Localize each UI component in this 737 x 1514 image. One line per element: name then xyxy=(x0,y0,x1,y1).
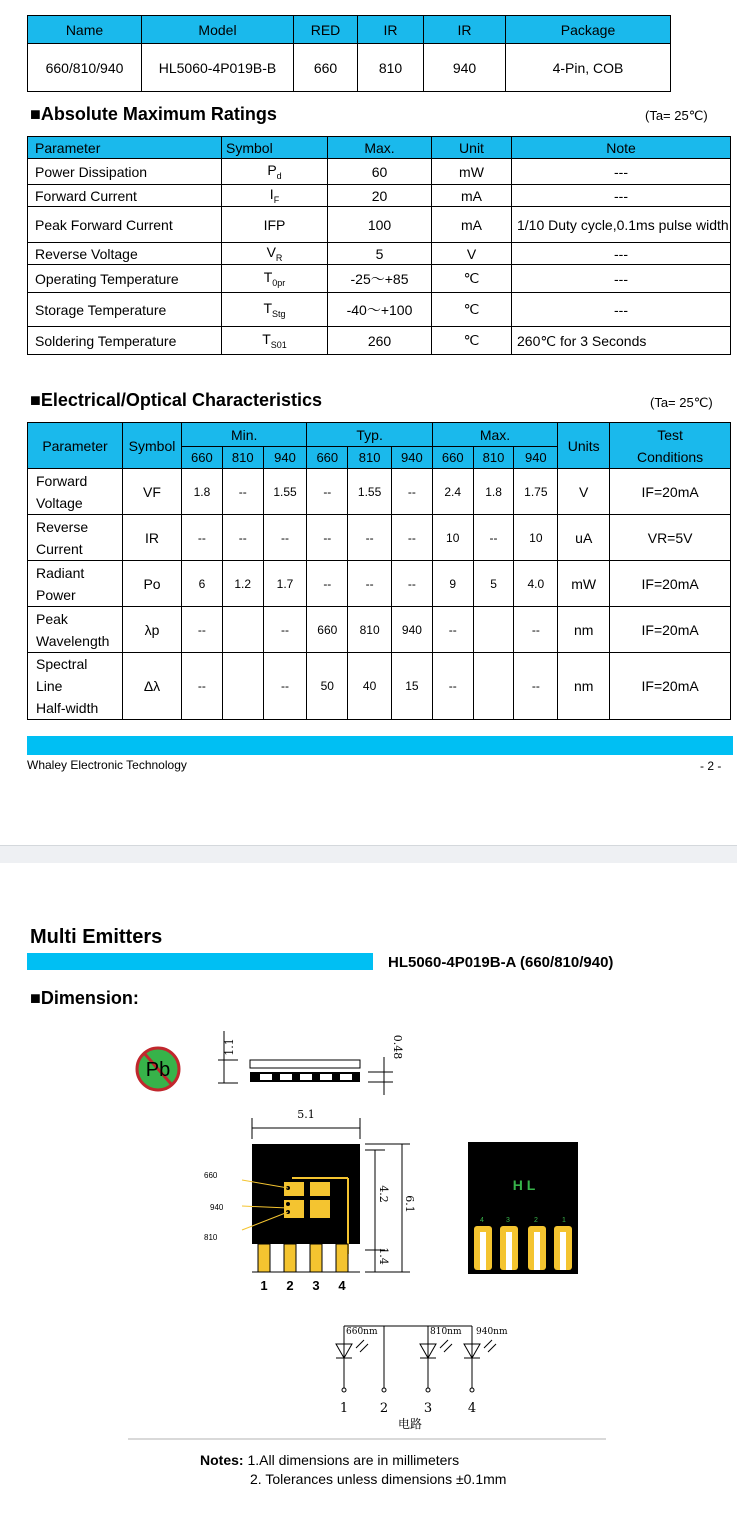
header-unit: Unit xyxy=(432,137,512,159)
parameter-line-1: Reverse xyxy=(36,518,89,535)
value: -- xyxy=(222,469,263,515)
value: -- xyxy=(432,607,473,653)
cell: 660/810/940 xyxy=(28,44,142,92)
parameter-line-2: Voltage xyxy=(36,494,83,511)
symbol-cell xyxy=(222,293,328,327)
value: 10 xyxy=(514,515,558,561)
symbol-subscript: 0pr xyxy=(272,277,286,288)
el-row xyxy=(28,653,731,720)
back-pin-1: 1 xyxy=(562,1217,566,1224)
page-separator xyxy=(0,845,737,863)
value: -- xyxy=(263,607,307,653)
value: -- xyxy=(182,515,223,561)
circuit-diagram xyxy=(320,1316,540,1434)
note: --- xyxy=(512,293,731,327)
parameter-line-2: Power xyxy=(36,586,76,603)
test-condition: IF=20mA xyxy=(610,469,731,515)
cell: 810 xyxy=(358,44,424,92)
parameter: Reverse Voltage xyxy=(28,243,222,265)
circuit-pin-4: 4 xyxy=(467,1401,477,1416)
label-660: 660 xyxy=(204,1171,218,1180)
value: -- xyxy=(514,653,558,720)
top-view-drawing xyxy=(200,1104,416,1296)
symbol: Δλ xyxy=(123,653,182,720)
header-parameter: Parameter xyxy=(28,137,222,159)
units: V xyxy=(558,469,610,515)
value: 940 xyxy=(392,607,433,653)
max: -40～+100 xyxy=(328,293,432,327)
header-test-conditions xyxy=(610,423,731,469)
parameter: Peak Forward Current xyxy=(28,207,222,243)
c-label-810: 810nm xyxy=(430,1327,462,1337)
value xyxy=(473,653,514,720)
hl-mark: H L xyxy=(512,1177,536,1193)
units: nm xyxy=(558,653,610,720)
value xyxy=(222,607,263,653)
symbol-cell xyxy=(222,265,328,293)
parameter: Power Dissipation xyxy=(28,159,222,185)
value: -- xyxy=(263,653,307,720)
unit: mA xyxy=(432,207,512,243)
cell: 4-Pin, COB xyxy=(506,44,671,92)
header-ir: IR xyxy=(424,16,506,44)
unit: ℃ xyxy=(432,293,512,327)
abs-row xyxy=(28,293,731,327)
parameter xyxy=(28,607,123,653)
multi-emitters-title: Multi Emitters xyxy=(30,926,163,948)
back-pin-3: 3 xyxy=(506,1217,510,1224)
value: -- xyxy=(222,515,263,561)
max: -25～+85 xyxy=(328,265,432,293)
dimension-title: ■Dimension: xyxy=(30,988,139,1008)
title-bar xyxy=(27,953,373,970)
parameter: Operating Temperature xyxy=(28,265,222,293)
dim-5-1: 5.1 xyxy=(297,1108,315,1121)
header-test-line2: Conditions xyxy=(637,448,704,465)
notes xyxy=(200,1449,459,1471)
back-pin-4: 4 xyxy=(480,1217,484,1224)
value: 810 xyxy=(348,607,392,653)
value: -- xyxy=(182,607,223,653)
model-name: HL5060-4P019B-A (660/810/940) xyxy=(388,954,614,971)
value: 9 xyxy=(432,561,473,607)
parameter-line-2: Current xyxy=(36,540,83,557)
parameter-line-1: Radiant xyxy=(36,564,85,581)
note: --- xyxy=(512,185,731,207)
header-wavelength: 940 xyxy=(392,447,433,469)
electrical-table xyxy=(27,422,731,720)
value xyxy=(473,607,514,653)
value: 1.55 xyxy=(263,469,307,515)
footer-page-number: - 2 - xyxy=(700,759,722,773)
note: 260℃ for 3 Seconds xyxy=(512,327,731,355)
header-wavelength: 660 xyxy=(432,447,473,469)
note: 1/10 Duty cycle,0.1ms pulse width xyxy=(512,207,731,243)
max: 100 xyxy=(328,207,432,243)
dim-1-4: 1.4 xyxy=(377,1247,390,1265)
pb-free-icon xyxy=(134,1045,184,1093)
header-wavelength: 810 xyxy=(473,447,514,469)
header-symbol: Symbol xyxy=(123,423,182,469)
symbol-subscript: Stg xyxy=(272,308,286,319)
symbol-cell xyxy=(222,159,328,185)
value: 6 xyxy=(182,561,223,607)
test-condition: IF=20mA xyxy=(610,561,731,607)
dim-0-48: 0.48 xyxy=(391,1034,404,1060)
el-title: ■Electrical/Optical Characteristics xyxy=(30,390,323,410)
header-red: RED xyxy=(294,16,358,44)
header-test-line1: Test xyxy=(657,426,683,443)
parameter: Soldering Temperature xyxy=(28,327,222,355)
footer-company: Whaley Electronic Technology xyxy=(27,758,187,772)
abs-row xyxy=(28,159,731,185)
symbol-cell xyxy=(222,327,328,355)
side-view-drawing xyxy=(218,1025,408,1097)
circuit-label: 电路 xyxy=(397,1417,423,1431)
cell: 940 xyxy=(424,44,506,92)
footer-bar xyxy=(27,736,733,755)
value: 10 xyxy=(432,515,473,561)
value: -- xyxy=(514,607,558,653)
parameter: Storage Temperature xyxy=(28,293,222,327)
header-units: Units xyxy=(558,423,610,469)
header-wavelength: 810 xyxy=(348,447,392,469)
value: 1.7 xyxy=(263,561,307,607)
value: -- xyxy=(473,515,514,561)
pin-4: 4 xyxy=(338,1278,346,1293)
header-wavelength: 810 xyxy=(222,447,263,469)
value: -- xyxy=(432,653,473,720)
dim-6-1: 6.1 xyxy=(403,1195,416,1213)
abs-row xyxy=(28,265,731,293)
max: 20 xyxy=(328,185,432,207)
value: -- xyxy=(307,515,348,561)
unit: mW xyxy=(432,159,512,185)
max: 5 xyxy=(328,243,432,265)
header-package: Package xyxy=(506,16,671,44)
parameter-line-1: Spectral xyxy=(36,656,88,672)
symbol-subscript: d xyxy=(276,170,282,181)
symbol-subscript: F xyxy=(273,194,280,205)
el-row xyxy=(28,515,731,561)
value xyxy=(222,653,263,720)
symbol: I xyxy=(269,186,274,203)
max: 260 xyxy=(328,327,432,355)
symbol: T xyxy=(263,269,273,286)
test-condition: VR=5V xyxy=(610,515,731,561)
el-ta: (Ta= 25℃) xyxy=(650,395,713,410)
abs-row xyxy=(28,327,731,355)
pin-3: 3 xyxy=(312,1278,320,1293)
header-ir: IR xyxy=(358,16,424,44)
parameter-line-2: Wavelength xyxy=(36,632,110,649)
symbol: V xyxy=(266,244,276,261)
el-row xyxy=(28,607,731,653)
symbol: λp xyxy=(123,607,182,653)
unit: ℃ xyxy=(432,327,512,355)
units: uA xyxy=(558,515,610,561)
abs-ta: (Ta= 25℃) xyxy=(645,108,708,123)
value: 1.75 xyxy=(514,469,558,515)
symbol: IFP xyxy=(263,216,286,233)
test-condition: IF=20mA xyxy=(610,607,731,653)
header-wavelength: 660 xyxy=(307,447,348,469)
header-symbol: Symbol xyxy=(222,137,328,159)
unit: mA xyxy=(432,185,512,207)
symbol: T xyxy=(263,300,273,317)
abs-row xyxy=(28,207,731,243)
value: -- xyxy=(392,561,433,607)
value: -- xyxy=(307,469,348,515)
unit: ℃ xyxy=(432,265,512,293)
circuit-pin-1: 1 xyxy=(339,1401,349,1416)
parameter: Forward Current xyxy=(28,185,222,207)
pb-label: Pb xyxy=(145,1059,171,1081)
header-wavelength: 940 xyxy=(263,447,307,469)
el-row xyxy=(28,561,731,607)
header-max: Max. xyxy=(432,423,557,447)
symbol-cell xyxy=(222,243,328,265)
symbol-subscript: R xyxy=(275,252,283,263)
parameter xyxy=(28,561,123,607)
value: -- xyxy=(392,515,433,561)
circuit-pin-2: 2 xyxy=(379,1401,389,1416)
symbol-cell xyxy=(222,185,328,207)
parameter xyxy=(28,515,123,561)
value: -- xyxy=(182,653,223,720)
units: nm xyxy=(558,607,610,653)
header-model: Model xyxy=(142,16,294,44)
symbol-cell xyxy=(222,207,328,243)
note: --- xyxy=(512,243,731,265)
abs-max-table xyxy=(27,136,731,355)
header-wavelength: 660 xyxy=(182,447,223,469)
abs-row xyxy=(28,243,731,265)
value: 4.0 xyxy=(514,561,558,607)
header-min: Min. xyxy=(182,423,307,447)
notes-divider xyxy=(128,1438,606,1440)
dim-4-2: 4.2 xyxy=(377,1185,390,1203)
label-810: 810 xyxy=(204,1233,218,1242)
symbol: P xyxy=(267,162,277,179)
value: 5 xyxy=(473,561,514,607)
circuit-pin-3: 3 xyxy=(423,1401,433,1416)
pin-1: 1 xyxy=(260,1278,268,1293)
c-label-940: 940nm xyxy=(476,1327,508,1337)
parameter-line-1: Peak xyxy=(36,610,68,627)
unit: V xyxy=(432,243,512,265)
symbol: T xyxy=(262,331,271,348)
test-condition: IF=20mA xyxy=(610,653,731,720)
parameter xyxy=(28,469,123,515)
symbol: Po xyxy=(123,561,182,607)
symbol-subscript: S01 xyxy=(270,339,287,350)
header-name: Name xyxy=(28,16,142,44)
el-row xyxy=(28,469,731,515)
model-table xyxy=(27,15,671,92)
c-label-660: 660nm xyxy=(346,1327,378,1337)
back-pin-2: 2 xyxy=(534,1217,538,1224)
header-wavelength: 940 xyxy=(514,447,558,469)
parameter-line-1: Forward xyxy=(36,472,88,489)
symbol: IR xyxy=(123,515,182,561)
parameter-line-2: Line xyxy=(36,678,63,694)
value: 1.2 xyxy=(222,561,263,607)
value: -- xyxy=(307,561,348,607)
label-940: 940 xyxy=(210,1203,224,1212)
back-view-drawing xyxy=(466,1140,582,1280)
value: 50 xyxy=(307,653,348,720)
value: 1.8 xyxy=(182,469,223,515)
value: 1.55 xyxy=(348,469,392,515)
header-typ: Typ. xyxy=(307,423,432,447)
cell: 660 xyxy=(294,44,358,92)
note: --- xyxy=(512,265,731,293)
parameter-line-3: Half-width xyxy=(36,700,99,716)
pin-2: 2 xyxy=(286,1278,294,1293)
symbol: VF xyxy=(123,469,182,515)
value: 660 xyxy=(307,607,348,653)
parameter xyxy=(28,653,123,720)
value: -- xyxy=(392,469,433,515)
value: 2.4 xyxy=(432,469,473,515)
value: 40 xyxy=(348,653,392,720)
header-parameter: Parameter xyxy=(28,423,123,469)
dim-1-1: 1.1 xyxy=(223,1038,236,1056)
max: 60 xyxy=(328,159,432,185)
notes-line-2: 2. Tolerances unless dimensions ±0.1mm xyxy=(250,1471,507,1487)
header-note: Note xyxy=(512,137,731,159)
cell: HL5060-4P019B-B xyxy=(142,44,294,92)
value: 1.8 xyxy=(473,469,514,515)
value: 15 xyxy=(392,653,433,720)
value: -- xyxy=(348,561,392,607)
notes-label: Notes: xyxy=(200,1452,244,1468)
abs-row xyxy=(28,185,731,207)
units: mW xyxy=(558,561,610,607)
abs-title: ■Absolute Maximum Ratings xyxy=(30,104,277,124)
header-max: Max. xyxy=(328,137,432,159)
value: -- xyxy=(348,515,392,561)
value: -- xyxy=(263,515,307,561)
notes-line-1: 1.All dimensions are in millimeters xyxy=(243,1452,460,1468)
note: --- xyxy=(512,159,731,185)
